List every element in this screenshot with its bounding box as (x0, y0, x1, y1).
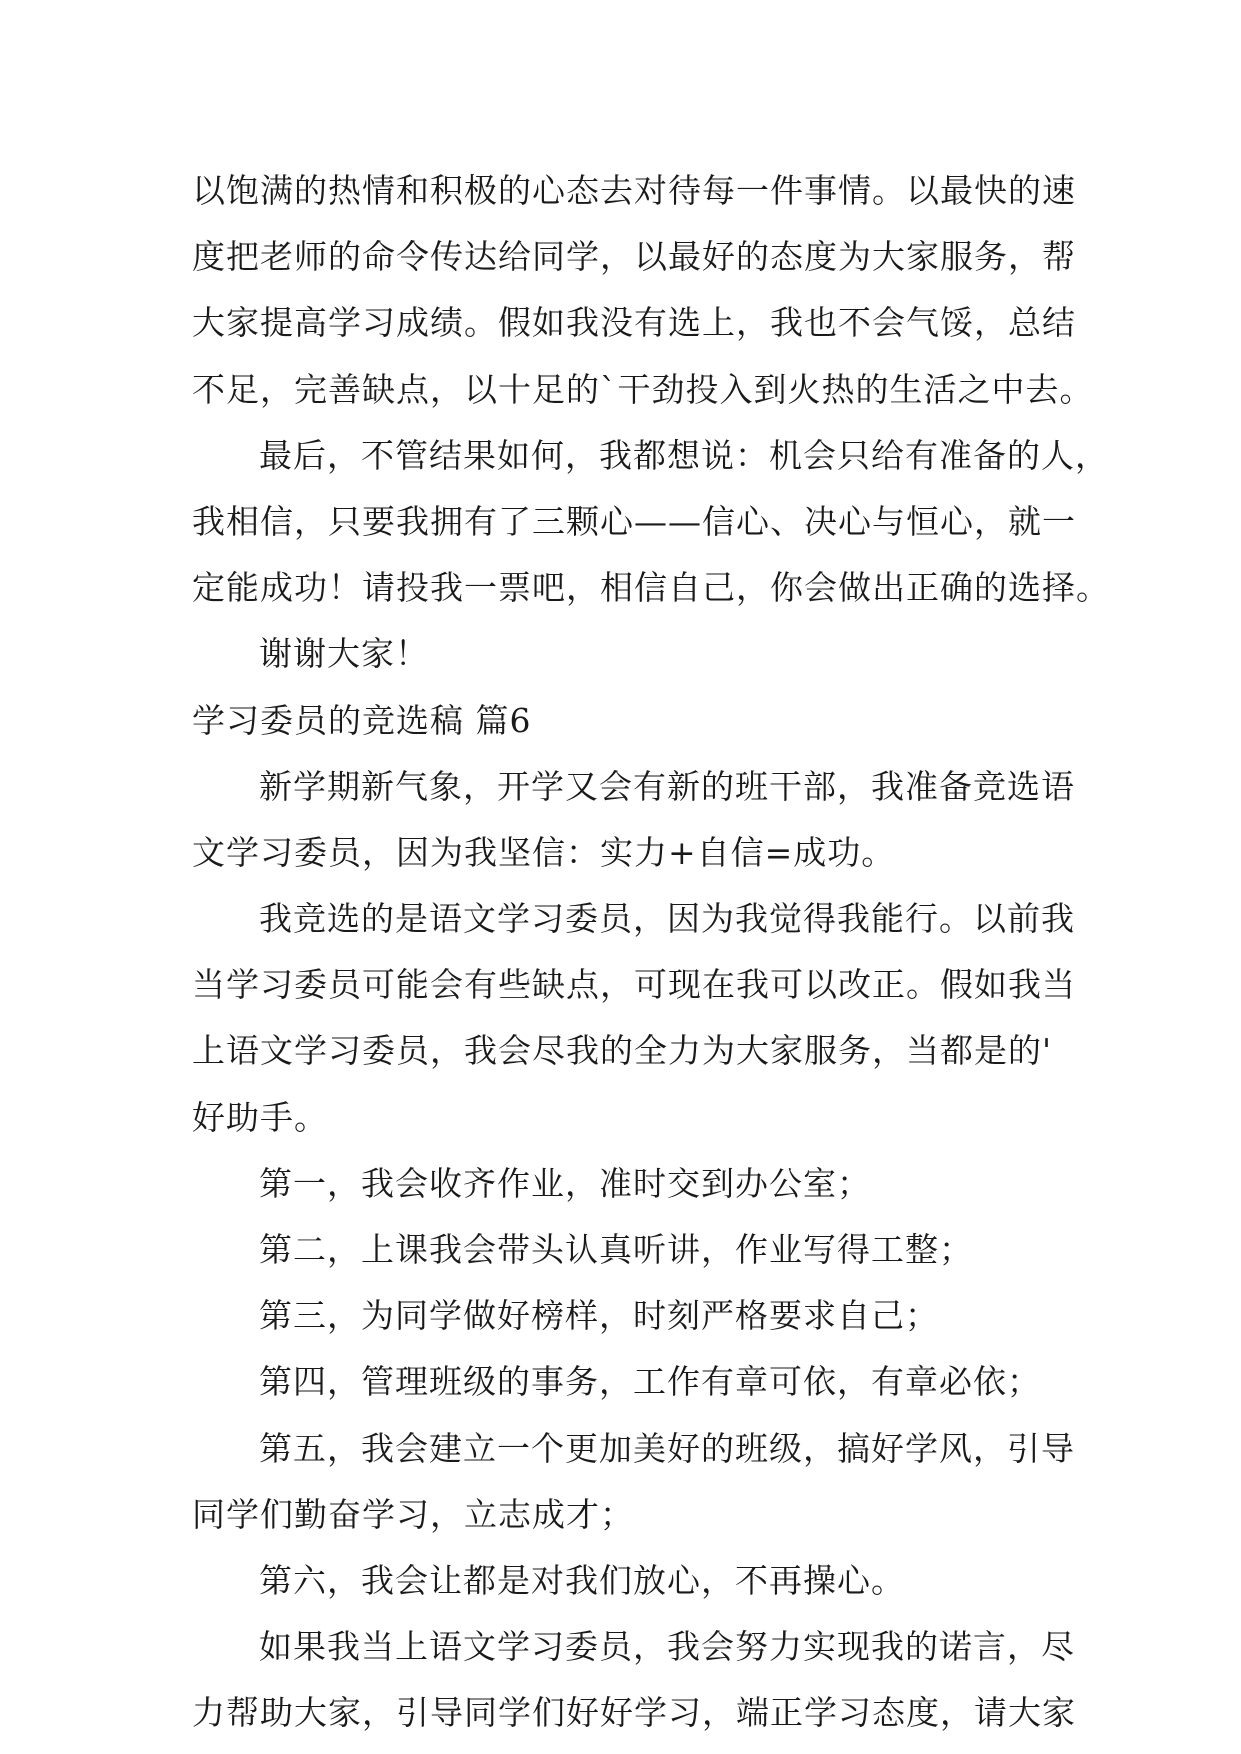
text-line: 同学们勤奋学习，立志成才； (192, 1494, 634, 1534)
text-line: 第二，上课我会带头认真听讲，作业写得工整； (259, 1230, 973, 1269)
text-line: 第三，为同学做好榜样，时刻严格要求自己； (259, 1296, 939, 1336)
text-line: 最后，不管结果如何，我都想说：机会只给有准备的人， (259, 435, 1109, 475)
text-line: 我相信，只要我拥有了三颗心——信心、决心与恒心，就一 (192, 501, 1076, 541)
text-line: 定能成功！请投我一票吧，相信自己，你会做出正确的选择。 (192, 568, 1110, 608)
text-line: 以饱满的热情和积极的心态去对待每一件事情。以最快的速 (192, 171, 1076, 210)
text-line: 不足，完善缺点，以十足的`干劲投入到火热的生活之中去。 (192, 369, 1094, 409)
section-heading: 学习委员的竞选稿 篇6 (192, 700, 532, 740)
text-line: 大家提高学习成绩。假如我没有选上，我也不会气馁，总结 (192, 303, 1076, 343)
text-line: 当学习委员可能会有些缺点，可现在我可以改正。假如我当 (192, 965, 1076, 1005)
text-line: 谢谢大家！ (259, 634, 429, 674)
document-body (192, 158, 1110, 1747)
text-line: 我竞选的是语文学习委员，因为我觉得我能行。以前我 (259, 899, 1075, 939)
text-line: 如果我当上语文学习委员，我会努力实现我的诺言，尽 (259, 1627, 1075, 1667)
text-line: 新学期新气象，开学又会有新的班干部，我准备竞选语 (259, 766, 1075, 806)
text-line: 好助手。 (192, 1097, 328, 1137)
text-line: 第一，我会收齐作业，准时交到办公室； (259, 1163, 871, 1203)
text-line: 第六，我会让都是对我们放心，不再操心。 (259, 1560, 905, 1600)
text-line: 文学习委员，因为我坚信：实力+自信=成功。 (192, 832, 896, 872)
text-line: 力帮助大家，引导同学们好好学习，端正学习态度，请大家 (192, 1693, 1076, 1733)
text-line: 第五，我会建立一个更加美好的班级，搞好学风，引导 (259, 1428, 1075, 1468)
text-line: 度把老师的命令传达给同学，以最好的态度为大家服务，帮 (192, 237, 1076, 277)
text-line: 上语文学习委员，我会尽我的全力为大家服务，当都是的' (192, 1031, 1053, 1071)
text-line: 第四，管理班级的事务，工作有章可依，有章必依； (259, 1362, 1041, 1402)
